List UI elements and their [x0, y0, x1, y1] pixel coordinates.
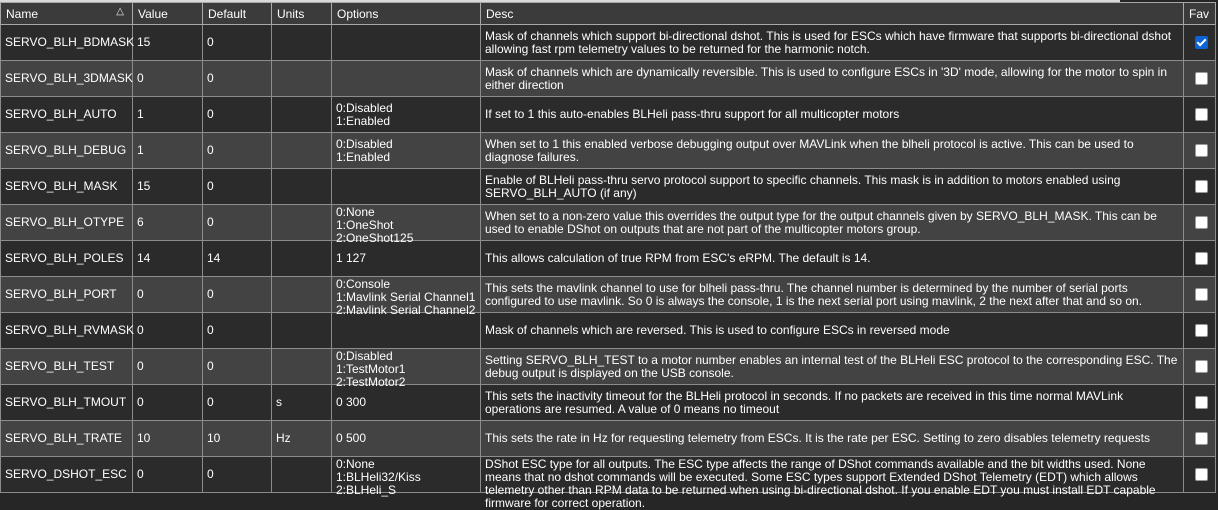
param-units-cell	[272, 313, 332, 349]
param-default-cell: 0	[203, 349, 272, 385]
param-default-cell: 0	[203, 385, 272, 421]
param-options-cell	[332, 61, 481, 97]
description-text: This sets the rate in Hz for requesting telemetry from ESCs. It is the rate per ESC. Setting to zero disables telemetry requests	[485, 431, 1150, 445]
description-text: If set to 1 this auto-enables BLHeli pass-thru support for all multicopter motors	[485, 107, 900, 121]
param-fav-cell	[1184, 205, 1216, 241]
param-default-cell: 0	[203, 133, 272, 169]
favorite-checkbox[interactable]	[1195, 396, 1208, 409]
table-row[interactable]	[1, 205, 1216, 241]
param-value-cell[interactable]: 0	[133, 457, 203, 493]
param-units-cell	[272, 61, 332, 97]
param-desc-cell	[481, 97, 1184, 133]
param-name-cell[interactable]: SERVO_BLH_TEST	[1, 349, 133, 385]
param-default-cell: 14	[203, 241, 272, 277]
table-row[interactable]	[1, 457, 1216, 493]
favorite-checkbox[interactable]	[1195, 144, 1208, 157]
param-name-cell[interactable]: SERVO_BLH_OTYPE	[1, 205, 133, 241]
options-text: 0:Disabled 1:Enabled	[336, 100, 393, 128]
description-text: Setting SERVO_BLH_TEST to a motor number enables an internal test of the BLHeli ESC protocol to the corresponding ESC. The debug output is displayed on the USB console.	[485, 352, 1178, 380]
param-fav-cell	[1184, 133, 1216, 169]
options-text: 0:None 1:OneShot 2:OneShot125	[336, 205, 414, 245]
table-row[interactable]	[1, 133, 1216, 169]
description-text: DShot ESC type for all outputs. The ESC type affects the range of DShot commands available and the bit widths used. None means that no dshot commands will be executed. Some ESC types support Extended DShot Telemetry (EDT) which allows telemetry other than RPM data to be returned when using bi-directional dshot. If you enable EDT you must install EDT capable firmware for correct operation.	[485, 457, 1156, 510]
param-options-cell	[332, 97, 481, 133]
favorite-checkbox[interactable]	[1195, 324, 1208, 337]
param-units-cell	[272, 457, 332, 493]
options-text: 0 500	[336, 431, 367, 445]
param-name-cell[interactable]: SERVO_BLH_3DMASK	[1, 61, 133, 97]
table-row[interactable]	[1, 277, 1216, 313]
param-desc-cell	[481, 313, 1184, 349]
param-desc-cell	[481, 169, 1184, 205]
table-row[interactable]	[1, 61, 1216, 97]
param-fav-cell	[1184, 313, 1216, 349]
param-options-cell	[332, 385, 481, 421]
param-desc-cell	[481, 421, 1184, 457]
table-row[interactable]	[1, 349, 1216, 385]
param-default-cell: 0	[203, 277, 272, 313]
param-options-cell	[332, 277, 481, 317]
param-options-cell	[332, 205, 481, 245]
header-row	[1, 3, 1216, 25]
column-header-fav[interactable]: Fav	[1184, 3, 1216, 25]
param-default-cell: 0	[203, 25, 272, 61]
param-options-cell	[332, 241, 481, 277]
param-options-cell	[332, 421, 481, 457]
param-name-cell[interactable]: SERVO_BLH_BDMASK	[1, 25, 133, 61]
param-value-cell[interactable]: 6	[133, 205, 203, 241]
param-units-cell	[272, 25, 332, 61]
table-row[interactable]	[1, 313, 1216, 349]
param-desc-cell	[481, 61, 1184, 97]
param-units-cell	[272, 97, 332, 133]
table-row[interactable]	[1, 385, 1216, 421]
favorite-checkbox[interactable]	[1195, 72, 1208, 85]
param-options-cell	[332, 457, 481, 497]
param-fav-cell	[1184, 61, 1216, 97]
param-default-cell: 0	[203, 313, 272, 349]
param-desc-cell	[481, 457, 1184, 510]
param-fav-cell	[1184, 421, 1216, 457]
param-name-cell[interactable]: SERVO_BLH_DEBUG	[1, 133, 133, 169]
param-name-cell[interactable]: SERVO_BLH_TRATE	[1, 421, 133, 457]
param-options-cell	[332, 25, 481, 61]
favorite-checkbox[interactable]	[1195, 288, 1208, 301]
param-options-cell	[332, 133, 481, 169]
description-text: This sets the inactivity timeout for the BLHeli protocol in seconds. If no packets are received in this time normal MAVLink operations are resumed. A value of 0 means no timeout	[485, 388, 1124, 416]
column-header-options[interactable]: Options	[332, 3, 481, 25]
table-row[interactable]	[1, 241, 1216, 277]
param-value-cell[interactable]: 15	[133, 169, 203, 205]
param-desc-cell	[481, 25, 1184, 61]
param-value-cell[interactable]: 0	[133, 385, 203, 421]
param-name-cell[interactable]: SERVO_BLH_PORT	[1, 277, 133, 313]
param-units-cell	[272, 133, 332, 169]
param-units-cell	[272, 241, 332, 277]
table-row[interactable]	[1, 97, 1216, 133]
param-desc-cell	[481, 205, 1184, 241]
param-name-cell[interactable]: SERVO_DSHOT_ESC	[1, 457, 133, 493]
param-fav-cell	[1184, 385, 1216, 421]
column-header-units[interactable]: Units	[272, 3, 332, 25]
description-text: Mask of channels which are dynamically reversible. This is used to configure ESCs in '3D' mode, allowing for the motor to spin in either direction	[485, 64, 1168, 92]
param-fav-cell	[1184, 457, 1216, 493]
options-text: 0:Console 1:Mavlink Serial Channel1 2:Mavlink Serial Channel2	[336, 277, 476, 317]
parameter-table	[0, 2, 1216, 510]
param-name-cell[interactable]: SERVO_BLH_AUTO	[1, 97, 133, 133]
param-options-cell	[332, 313, 481, 349]
param-units-cell: s	[272, 385, 332, 421]
description-text: When set to 1 this enabled verbose debugging output over MAVLink when the blheli protocol is active. This can be used to diagnose failures.	[485, 136, 1134, 164]
param-value-cell[interactable]: 1	[133, 97, 203, 133]
param-desc-cell	[481, 385, 1184, 421]
param-default-cell: 0	[203, 169, 272, 205]
favorite-checkbox[interactable]	[1195, 432, 1208, 445]
favorite-checkbox[interactable]	[1195, 180, 1208, 193]
description-text: This allows calculation of true RPM from ESC's eRPM. The default is 14.	[485, 251, 871, 265]
table-row[interactable]	[1, 25, 1216, 61]
param-options-cell	[332, 169, 481, 205]
param-value-cell[interactable]: 0	[133, 349, 203, 385]
favorite-checkbox[interactable]	[1195, 216, 1208, 229]
favorite-checkbox[interactable]	[1195, 252, 1208, 265]
param-desc-cell	[481, 277, 1184, 313]
param-units-cell	[272, 205, 332, 241]
param-value-cell[interactable]: 10	[133, 421, 203, 457]
param-fav-cell	[1184, 349, 1216, 385]
favorite-checkbox[interactable]	[1195, 36, 1208, 49]
param-value-cell[interactable]: 0	[133, 61, 203, 97]
column-header-desc[interactable]: Desc	[481, 3, 1184, 25]
description-text: Enable of BLHeli pass-thru servo protocol support to specific channels. This mask is in addition to motors enabled using SERVO_BLH_AUTO (if any)	[485, 172, 1121, 200]
param-fav-cell	[1184, 97, 1216, 133]
param-desc-cell	[481, 133, 1184, 169]
param-fav-cell	[1184, 277, 1216, 313]
param-desc-cell	[481, 241, 1184, 277]
param-desc-cell	[481, 349, 1184, 385]
param-units-cell	[272, 277, 332, 313]
table-row[interactable]	[1, 421, 1216, 457]
description-text: Mask of channels which are reversed. This is used to configure ESCs in reversed mode	[485, 323, 950, 337]
param-default-cell: 0	[203, 457, 272, 493]
param-name-cell[interactable]: SERVO_BLH_TMOUT	[1, 385, 133, 421]
param-default-cell: 10	[203, 421, 272, 457]
param-fav-cell	[1184, 169, 1216, 205]
param-value-cell[interactable]: 14	[133, 241, 203, 277]
param-value-cell[interactable]: 0	[133, 313, 203, 349]
param-value-cell[interactable]: 0	[133, 277, 203, 313]
column-header-default[interactable]: Default	[203, 3, 272, 25]
param-units-cell	[272, 349, 332, 385]
param-name-cell[interactable]: SERVO_BLH_MASK	[1, 169, 133, 205]
options-text: 1 127	[336, 251, 367, 265]
param-fav-cell	[1184, 25, 1216, 61]
options-text: 0:Disabled 1:TestMotor1 2:TestMotor2	[336, 349, 406, 389]
param-value-cell[interactable]: 15	[133, 25, 203, 61]
favorite-checkbox[interactable]	[1195, 360, 1208, 373]
param-default-cell: 0	[203, 61, 272, 97]
favorite-checkbox[interactable]	[1195, 468, 1208, 481]
sort-ascending-icon: △	[116, 6, 124, 17]
param-value-cell[interactable]: 1	[133, 133, 203, 169]
table-row[interactable]	[1, 169, 1216, 205]
description-text: Mask of channels which support bi-directional dshot. This is used for ESCs which have firmware that supports bi-directional dshot allowing fast rpm telemetry values to be returned for the harmonic notch.	[485, 28, 1172, 56]
options-text: 0 300	[336, 395, 367, 409]
param-fav-cell	[1184, 241, 1216, 277]
options-text: 0:Disabled 1:Enabled	[336, 136, 393, 164]
param-name-cell[interactable]: SERVO_BLH_POLES	[1, 241, 133, 277]
param-options-cell	[332, 349, 481, 389]
param-default-cell: 0	[203, 97, 272, 133]
param-units-cell: Hz	[272, 421, 332, 457]
param-name-cell[interactable]: SERVO_BLH_RVMASK	[1, 313, 133, 349]
favorite-checkbox[interactable]	[1195, 108, 1208, 121]
description-text: When set to a non-zero value this overrides the output type for the output channels given by SERVO_BLH_MASK. This can be used to enable DShot on outputs that are not part of the multicopter motors group.	[485, 208, 1157, 236]
param-default-cell: 0	[203, 205, 272, 241]
param-units-cell	[272, 169, 332, 205]
column-header-name[interactable]: Name △	[1, 3, 133, 25]
description-text: This sets the mavlink channel to use for blheli pass-thru. The channel number is determined by the number of serial ports configured to use mavlink. So 0 is always the console, 1 is the next serial port using mavlink, 2 the next after that and so on.	[485, 280, 1143, 308]
options-text: 0:None 1:BLHeli32/Kiss 2:BLHeli_S	[336, 457, 421, 497]
column-header-value[interactable]: Value	[133, 3, 203, 25]
